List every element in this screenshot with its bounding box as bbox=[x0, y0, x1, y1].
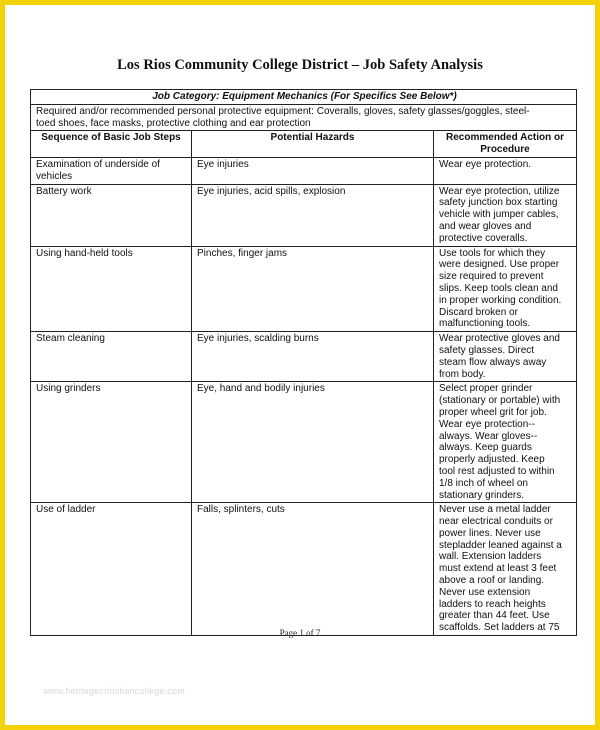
job-safety-analysis-table bbox=[30, 89, 577, 636]
document-page bbox=[5, 5, 595, 725]
hazard: Eye injuries bbox=[192, 157, 434, 184]
job-step: Use of ladder bbox=[31, 503, 192, 636]
column-header-hazards: Potential Hazards bbox=[192, 131, 434, 158]
column-header-action: Recommended Action or Procedure bbox=[434, 131, 577, 158]
table-row bbox=[31, 246, 577, 332]
table-row bbox=[31, 503, 577, 636]
hazard: Falls, splinters, cuts bbox=[192, 503, 434, 636]
recommended-action: Wear eye protection, utilize safety junction box starting vehicle with jumper cables, and wear gloves and protective coveralls. bbox=[434, 184, 577, 246]
watermark: www.heritagechristiancollege.com bbox=[43, 686, 185, 696]
recommended-action: Wear eye protection. bbox=[434, 157, 577, 184]
ppe-row bbox=[31, 104, 577, 131]
job-step: Using grinders bbox=[31, 382, 192, 503]
job-step: Battery work bbox=[31, 184, 192, 246]
table-row bbox=[31, 157, 577, 184]
job-step: Examination of underside of vehicles bbox=[31, 157, 192, 184]
table-row bbox=[31, 332, 577, 382]
page-number: Page 1 of 7 bbox=[279, 628, 321, 638]
hazard: Eye injuries, scalding burns bbox=[192, 332, 434, 382]
header-row bbox=[31, 131, 577, 158]
table-row bbox=[31, 184, 577, 246]
hazard: Eye injuries, acid spills, explosion bbox=[192, 184, 434, 246]
job-step: Using hand-held tools bbox=[31, 246, 192, 332]
ppe-requirements: Required and/or recommended personal protective equipment: Coveralls, gloves, safety glasses/goggles, steel- toed shoes, face masks, protective clothing and ear protection bbox=[31, 104, 577, 131]
recommended-action: Wear protective gloves and safety glasses. Direct steam flow always away from body. bbox=[434, 332, 577, 382]
column-header-steps: Sequence of Basic Job Steps bbox=[31, 131, 192, 158]
recommended-action: Use tools for which they were designed. Use proper size required to prevent slips. Keep tools clean and in proper working condition. Discard broken or malfunctioning tools. bbox=[434, 246, 577, 332]
document-title: Los Rios Community College District – Job Safety Analysis bbox=[117, 57, 483, 73]
recommended-action: Never use a metal ladder near electrical conduits or power lines. Never use stepladder leaned against a wall. Extension ladders must extend at least 3 feet above a roof or landing. Never use extension ladders to reach heights greater than 44 feet. Use scaffolds. Set ladders at 75 bbox=[434, 503, 577, 636]
hazard: Eye, hand and bodily injuries bbox=[192, 382, 434, 503]
job-step: Steam cleaning bbox=[31, 332, 192, 382]
recommended-action: Select proper grinder (stationary or portable) with proper wheel grit for job. Wear eye protection-- always. Wear gloves-- always. Keep guards properly adjusted. Keep tool rest adjusted to within 1/8 inch of wheel on stationary grinders. bbox=[434, 382, 577, 503]
hazard: Pinches, finger jams bbox=[192, 246, 434, 332]
category-row bbox=[31, 90, 577, 105]
table-row bbox=[31, 382, 577, 503]
job-category: Job Category: Equipment Mechanics (For Specifics See Below*) bbox=[31, 90, 577, 105]
